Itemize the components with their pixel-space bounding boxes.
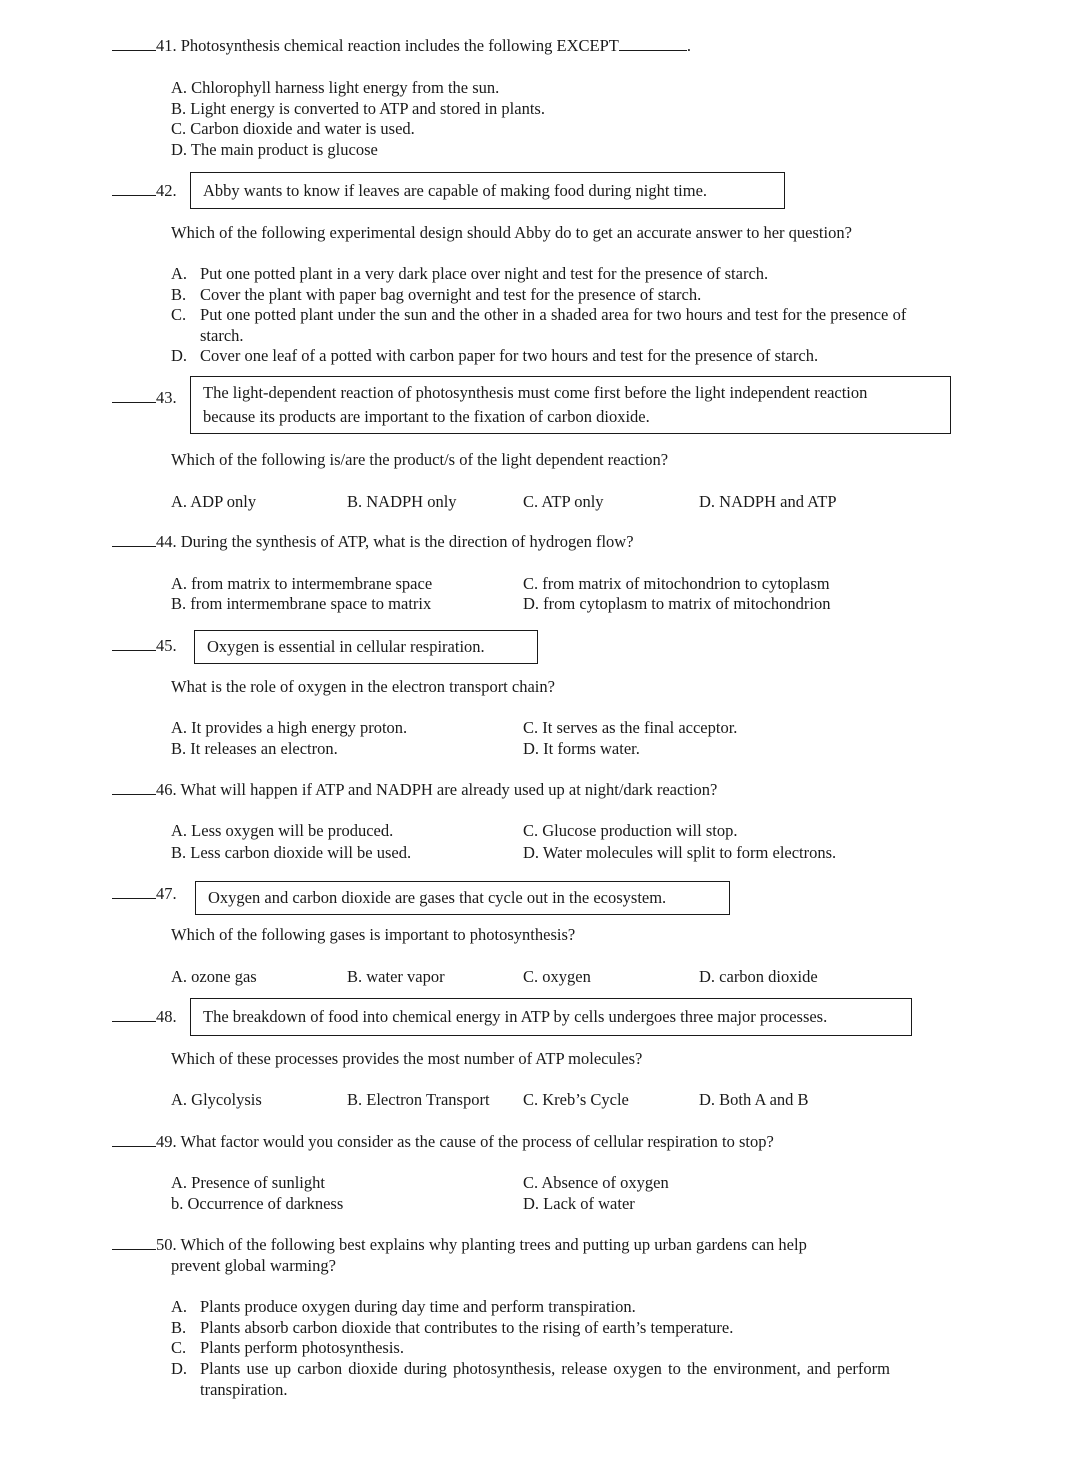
option[interactable]: A. Chlorophyll harness light energy from the sun. — [171, 78, 500, 97]
option[interactable] — [171, 1359, 890, 1379]
scenario-box — [190, 998, 912, 1036]
scenario-text-line-2: because its products are important to the fixation of carbon dioxide. — [203, 407, 650, 426]
question-text: During the synthesis of ATP, what is the direction of hydrogen flow? — [180, 532, 634, 551]
question-number: 45. — [156, 636, 177, 655]
answer-blank[interactable] — [112, 532, 156, 547]
question-end: . — [686, 36, 691, 55]
option[interactable] — [171, 264, 768, 284]
option-text: Plants absorb carbon dioxide that contributes to the rising of earth’s temperature. — [200, 1318, 734, 1337]
option-text: Put one potted plant under the sun and the other in a shaded area for two hours and test for the presence of — [200, 305, 907, 324]
question-43 — [112, 388, 177, 408]
question-number: 43. — [156, 388, 177, 407]
option[interactable]: D. from cytoplasm to matrix of mitochondrion — [523, 594, 831, 613]
scenario-box — [195, 881, 730, 915]
option-letter: B. — [171, 285, 187, 304]
option[interactable]: D. Water molecules will split to form electrons. — [523, 843, 837, 862]
question-48 — [112, 1007, 177, 1027]
option[interactable]: A. It provides a high energy proton. — [171, 718, 408, 737]
scenario-box — [190, 376, 951, 434]
question-text: Which of the following is/are the product/s of the light dependent reaction? — [171, 450, 669, 469]
option-text: Plants perform photosynthesis. — [200, 1338, 404, 1357]
question-text: Which of the following gases is important to photosynthesis? — [171, 925, 576, 944]
option-letter: A. — [171, 264, 188, 283]
option[interactable]: B. water vapor — [347, 967, 445, 986]
scenario-box — [194, 630, 538, 664]
option-text: Cover the plant with paper bag overnight and test for the presence of starch. — [200, 285, 702, 304]
option-text: Put one potted plant in a very dark place over night and test for the presence of starch. — [200, 264, 769, 283]
option[interactable] — [171, 285, 701, 305]
question-number: 41. — [156, 36, 177, 55]
option-continuation: transpiration. — [200, 1380, 288, 1399]
option-text: Plants produce oxygen during day time and perform transpiration. — [200, 1297, 636, 1316]
option[interactable]: C. Absence of oxygen — [523, 1173, 669, 1192]
question-text: What will happen if ATP and NADPH are already used up at night/dark reaction? — [180, 780, 718, 799]
option[interactable] — [171, 305, 906, 325]
inline-blank — [619, 36, 687, 51]
question-number: 42. — [156, 181, 177, 200]
answer-blank[interactable] — [112, 884, 156, 899]
option-letter: A. — [171, 1297, 188, 1316]
question-number: 47. — [156, 884, 177, 903]
option[interactable]: C. Glucose production will stop. — [523, 821, 738, 840]
option[interactable]: B. Light energy is converted to ATP and stored in plants. — [171, 99, 545, 118]
question-number: 46. — [156, 780, 177, 799]
option[interactable]: D. NADPH and ATP — [699, 492, 837, 511]
question-42 — [112, 181, 177, 201]
option[interactable]: A. Less oxygen will be produced. — [171, 821, 394, 840]
option[interactable]: A. Presence of sunlight — [171, 1173, 325, 1192]
scenario-text-line-1: The light-dependent reaction of photosynthesis must come first before the light independent reaction — [203, 383, 868, 402]
question-50 — [112, 1235, 807, 1255]
question-text: Which of these processes provides the most number of ATP molecules? — [171, 1049, 643, 1068]
scenario-text: Oxygen is essential in cellular respiration. — [207, 637, 485, 656]
option[interactable]: A. from matrix to intermembrane space — [171, 574, 433, 593]
answer-blank[interactable] — [112, 1132, 156, 1147]
question-41 — [112, 36, 691, 56]
option[interactable]: B. Less carbon dioxide will be used. — [171, 843, 412, 862]
option[interactable]: C. oxygen — [523, 967, 591, 986]
option[interactable]: B. NADPH only — [347, 492, 457, 511]
question-number: 50. — [156, 1235, 177, 1254]
option[interactable]: A. ADP only — [171, 492, 257, 511]
question-text: Which of the following best explains why planting trees and putting up urban gardens can help — [180, 1235, 807, 1254]
option-letter: D. — [171, 346, 188, 365]
option[interactable] — [171, 1297, 636, 1317]
option-letter: B. — [171, 1318, 187, 1337]
option[interactable]: D. carbon dioxide — [699, 967, 818, 986]
answer-blank[interactable] — [112, 780, 156, 795]
question-number: 44. — [156, 532, 177, 551]
scenario-text: Abby wants to know if leaves are capable of making food during night time. — [203, 181, 708, 200]
option[interactable]: C. Carbon dioxide and water is used. — [171, 119, 415, 138]
question-47 — [112, 884, 177, 904]
option[interactable] — [171, 1338, 404, 1358]
question-44 — [112, 532, 634, 552]
answer-blank[interactable] — [112, 1007, 156, 1022]
answer-blank[interactable] — [112, 181, 156, 196]
question-text: Which of the following experimental design should Abby do to get an accurate answer to her question? — [171, 223, 852, 242]
option[interactable]: A. Glycolysis — [171, 1090, 262, 1109]
option[interactable]: B. from intermembrane space to matrix — [171, 594, 432, 613]
option[interactable]: B. Electron Transport — [347, 1090, 490, 1109]
question-text: What factor would you consider as the cause of the process of cellular respiration to stop? — [180, 1132, 774, 1151]
option-text: Cover one leaf of a potted with carbon paper for two hours and test for the presence of starch. — [200, 346, 819, 365]
option[interactable]: A. ozone gas — [171, 967, 257, 986]
question-49 — [112, 1132, 774, 1152]
question-text: Photosynthesis chemical reaction includes the following EXCEPT — [180, 36, 619, 55]
option[interactable]: C. ATP only — [523, 492, 604, 511]
question-46 — [112, 780, 717, 800]
option[interactable]: D. It forms water. — [523, 739, 640, 758]
option[interactable]: C. from matrix of mitochondrion to cytoplasm — [523, 574, 830, 593]
option[interactable]: C. It serves as the final acceptor. — [523, 718, 738, 737]
option[interactable]: B. It releases an electron. — [171, 739, 338, 758]
option[interactable] — [171, 346, 818, 366]
option[interactable]: D. Both A and B — [699, 1090, 809, 1109]
answer-blank[interactable] — [112, 388, 156, 403]
scenario-text: The breakdown of food into chemical energy in ATP by cells undergoes three major processes. — [203, 1007, 828, 1026]
question-number: 49. — [156, 1132, 177, 1151]
option[interactable]: b. Occurrence of darkness — [171, 1194, 344, 1213]
option[interactable]: D. Lack of water — [523, 1194, 635, 1213]
option[interactable]: C. Kreb’s Cycle — [523, 1090, 629, 1109]
scenario-text: Oxygen and carbon dioxide are gases that cycle out in the ecosystem. — [208, 888, 667, 907]
option-letter: D. — [171, 1359, 188, 1378]
option-letter: C. — [171, 305, 187, 324]
option[interactable]: D. The main product is glucose — [171, 140, 378, 159]
question-text-continuation: prevent global warming? — [171, 1256, 336, 1275]
option[interactable] — [171, 1318, 733, 1338]
option-text: Plants use up carbon dioxide during photosynthesis, release oxygen to the environment, and perform — [200, 1359, 890, 1378]
question-text: What is the role of oxygen in the electron transport chain? — [171, 677, 555, 696]
option-continuation: starch. — [200, 326, 244, 345]
answer-blank[interactable] — [112, 636, 156, 651]
scenario-box — [190, 172, 785, 209]
answer-blank[interactable] — [112, 36, 156, 51]
question-45 — [112, 636, 177, 656]
answer-blank[interactable] — [112, 1235, 156, 1250]
question-number: 48. — [156, 1007, 177, 1026]
option-letter: C. — [171, 1338, 187, 1357]
